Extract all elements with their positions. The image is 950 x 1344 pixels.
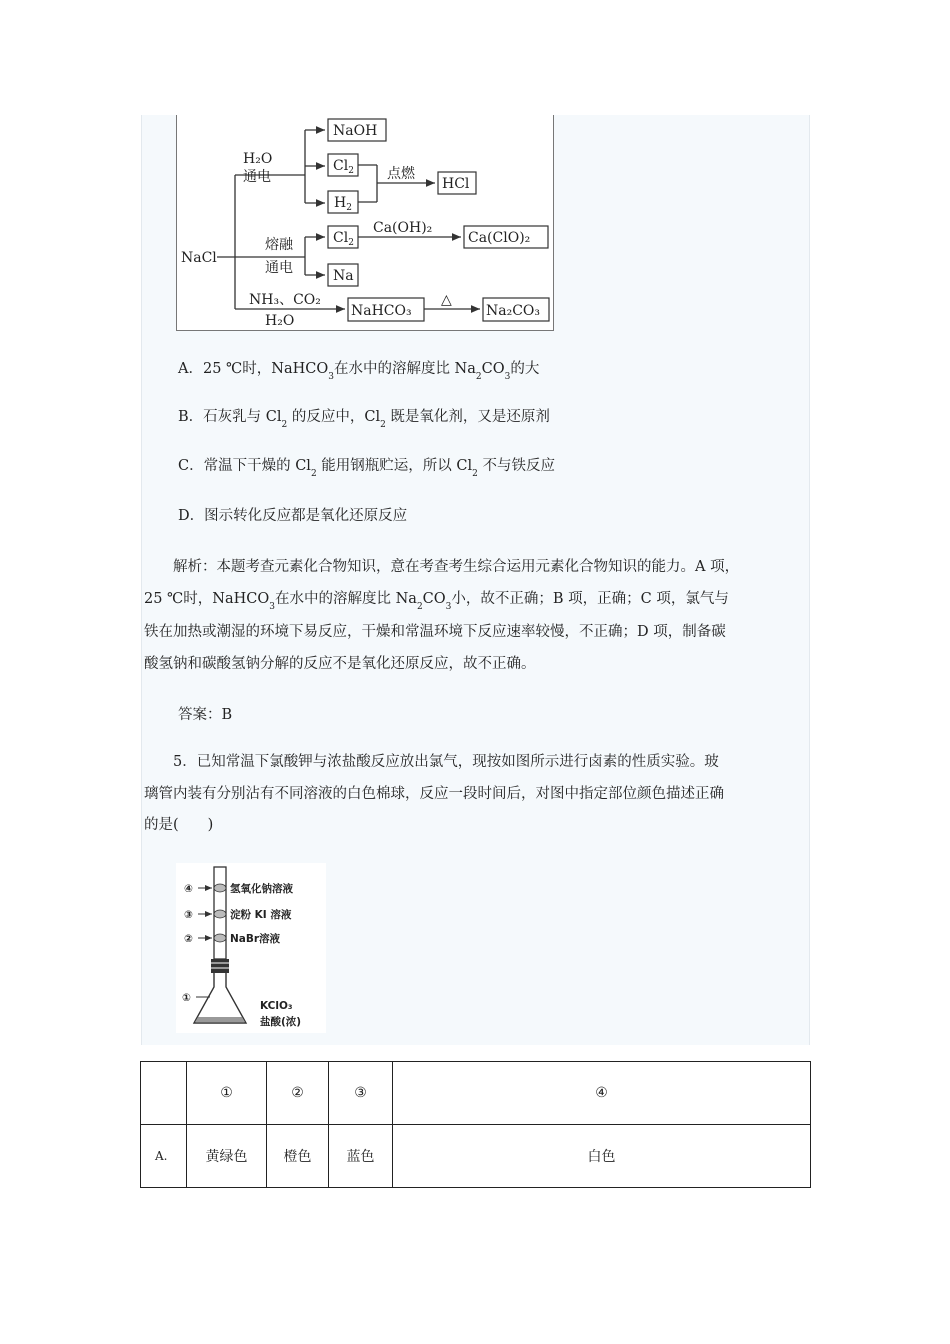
question-5-line-2: 璃管内装有分别沾有不同溶液的白色棉球，反应一段时间后，对图中指定部位颜色描述正确 xyxy=(144,785,724,802)
label-naoh-solution: 氢氧化钠溶液 xyxy=(230,883,293,895)
marker-4: ④ xyxy=(184,883,193,895)
na2co3-label: Na₂CO₃ xyxy=(486,303,541,319)
label-hcl-conc: 盐酸(浓) xyxy=(260,1016,302,1028)
branch1-condition-top: H₂O xyxy=(243,151,273,167)
naoh-label: NaOH xyxy=(333,123,378,139)
caclo2-label: Ca(ClO)₂ xyxy=(468,230,531,246)
na-label: Na xyxy=(333,268,354,284)
table-header-cell: ① xyxy=(187,1062,267,1125)
apparatus-figure xyxy=(176,863,326,1033)
table-cell: A. xyxy=(141,1125,187,1188)
table-header-cell: ② xyxy=(267,1062,329,1125)
label-kclo3: KClO₃ xyxy=(260,1000,293,1012)
cl2-label: $Cl_2$ xyxy=(333,158,354,176)
answer-text: 答案：B xyxy=(178,707,233,723)
cotton-ball-3 xyxy=(214,910,226,918)
table-header-cell: ④ xyxy=(393,1062,811,1125)
apparatus-svg xyxy=(176,863,326,1033)
label-nabr: NaBr溶液 xyxy=(230,933,281,945)
table-cell: 蓝色 xyxy=(329,1125,393,1188)
table-cell: 白色 xyxy=(393,1125,811,1188)
ignite-condition: 点燃 xyxy=(387,166,415,182)
branch2-condition-bottom: 通电 xyxy=(265,260,293,276)
table-header-row xyxy=(141,1062,811,1125)
analysis-paragraph xyxy=(144,552,808,680)
analysis-line-4: 酸氢钠和碳酸氢钠分解的反应不是氧化还原反应，故不正确。 xyxy=(144,655,536,672)
label-starch-ki: 淀粉 KI 溶液 xyxy=(230,909,292,921)
caoh2-condition: Ca(OH)₂ xyxy=(373,220,433,236)
marker-1: ① xyxy=(182,992,191,1004)
marker-3: ③ xyxy=(184,909,193,921)
nacl-label: NaCl xyxy=(181,250,217,266)
question-5-line-3: 的是( ) xyxy=(144,817,214,833)
marker-2: ② xyxy=(184,933,193,945)
option-a: A．25 ℃时，NaHCO$_3$在水中的溶解度比 $Na_2CO_3$的大 xyxy=(178,361,540,382)
table-header-cell xyxy=(141,1062,187,1125)
table-header-cell: ③ xyxy=(329,1062,393,1125)
question-5 xyxy=(144,747,808,842)
option-b: B．石灰乳与 $Cl_2$ 的反应中，$Cl_2$ 既是氧化剂，又是还原剂 xyxy=(178,409,550,430)
analysis-line-2: 25 ℃时，NaHCO$_3$在水中的溶解度比 $Na_2CO_3$小，故不正确；B 项，正确；C 项，氯气与 xyxy=(144,590,729,612)
option-d: D．图示转化反应都是氧化还原反应 xyxy=(178,508,408,524)
branch2-condition-top: 熔融 xyxy=(265,237,293,253)
hcl-label: HCl xyxy=(442,176,470,192)
reaction-diagram xyxy=(176,115,554,331)
cotton-ball-4 xyxy=(214,884,226,892)
heat-symbol: △ xyxy=(441,292,452,308)
analysis-line-1: 解析：本题考查元素化合物知识，意在考查考生综合运用元素化合物知识的能力。A 项， xyxy=(144,559,740,575)
analysis-line-3: 铁在加热或潮湿的环境下易反应，干燥和常温环境下反应速率较慢，不正确；D 项，制备碳 xyxy=(144,624,726,640)
conical-flask xyxy=(194,973,246,1023)
answer-table xyxy=(140,1061,811,1188)
h2-label: $H_2$ xyxy=(334,195,352,213)
question-5-line-1: 5．已知常温下氯酸钾与浓盐酸反应放出氯气，现按如图所示进行卤素的性质实验。玻 xyxy=(144,754,719,770)
branch3-condition-top: NH₃、CO₂ xyxy=(249,292,321,308)
table-cell: 黄绿色 xyxy=(187,1125,267,1188)
table-cell: 橙色 xyxy=(267,1125,329,1188)
branch3-condition-bottom: H₂O xyxy=(265,313,295,329)
cotton-ball-2 xyxy=(214,934,226,942)
cl2-molten-label: $Cl_2$ xyxy=(333,230,354,248)
stopper xyxy=(211,959,229,973)
branch1-condition-bottom: 通电 xyxy=(243,169,271,185)
reaction-diagram-svg xyxy=(177,115,553,330)
reagent-solid xyxy=(195,1017,245,1022)
nahco3-label: NaHCO₃ xyxy=(351,303,412,319)
table-row xyxy=(141,1125,811,1188)
option-c: C．常温下干燥的 $Cl_2$ 能用钢瓶贮运，所以 $Cl_2$ 不与铁反应 xyxy=(178,458,555,479)
